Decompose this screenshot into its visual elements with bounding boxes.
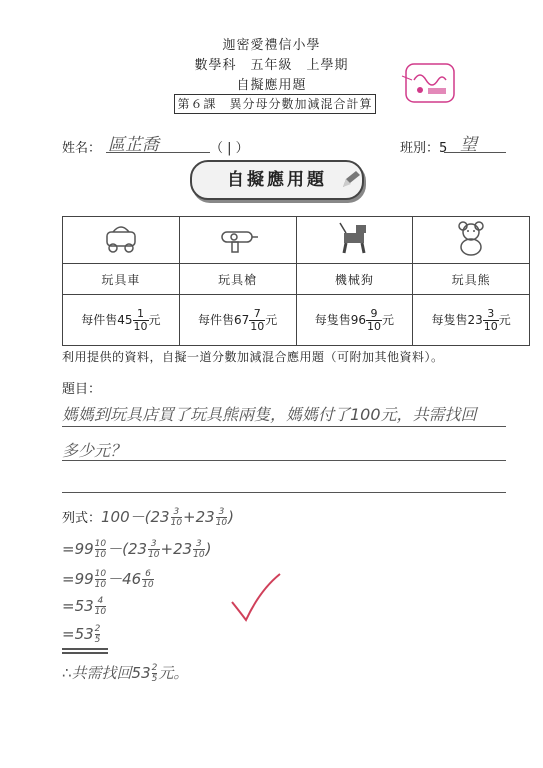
price-whole: 45	[117, 312, 133, 327]
question-line-2: 多少元？	[62, 441, 127, 460]
price-fraction: $\frac{1}{10}$	[133, 306, 148, 333]
price-fraction: $\frac{9}{10}$	[367, 306, 382, 333]
answer-line-2	[62, 460, 506, 461]
final-answer: ∴共需找回53 $\frac{2}{5}$ 元。	[62, 663, 189, 684]
toy-price-table	[62, 216, 530, 346]
price-prefix: 每件售	[197, 312, 234, 327]
student-name: 區芷喬	[108, 135, 159, 155]
price-row	[63, 295, 530, 346]
toy-name: 機械狗	[296, 264, 413, 295]
teacher-tick-icon	[228, 570, 284, 628]
robot-dog-cell	[296, 217, 413, 264]
section-banner	[190, 160, 364, 200]
working-label: 列式：	[62, 511, 102, 526]
price-unit: 元	[382, 312, 395, 327]
price-fraction: $\frac{3}{10}$	[483, 306, 498, 333]
price-unit: 元	[265, 312, 278, 327]
pencil-icon	[340, 168, 362, 194]
price-whole: 67	[233, 312, 250, 327]
icon-row	[63, 217, 530, 264]
banner-title: 自擬應用題	[227, 170, 327, 190]
price-fraction: $\frac{7}{10}$	[250, 306, 265, 333]
working-line-1: 列式：100－(23 $\frac{3}{10}$ +23 $\frac{3}{10}$ )	[62, 507, 235, 528]
question-label: 題目：	[62, 382, 102, 397]
worksheet-title: 自擬應用題	[236, 78, 307, 93]
class-underline	[444, 152, 506, 153]
toy-price	[179, 295, 296, 346]
toy-name: 玩具槍	[179, 264, 296, 295]
price-whole: 23	[467, 312, 483, 327]
result-underline-2	[62, 652, 108, 654]
price-prefix: 每件售	[81, 312, 118, 327]
teddy-bear-cell	[413, 217, 530, 264]
class-value: 望	[460, 135, 477, 155]
price-unit: 元	[498, 312, 511, 327]
price-unit: 元	[148, 312, 161, 327]
toy-price	[413, 295, 530, 346]
robot-dog-icon	[334, 219, 374, 257]
price-prefix: 每隻售	[314, 312, 351, 327]
price-whole: 96	[350, 312, 367, 327]
subject-line: 數學科 五年級 上學期	[194, 58, 349, 73]
class-label: 班別：5	[400, 141, 448, 156]
name-label: 姓名：	[62, 141, 102, 156]
teacher-stamp-icon	[400, 60, 460, 108]
working-line-4: =53 $\frac{4}{10}$	[62, 596, 107, 617]
toy-car-icon	[101, 220, 141, 256]
toy-gun-cell	[179, 217, 296, 264]
result-underline	[62, 648, 108, 650]
lesson-title: 第６課 異分母分數加減混合計算	[174, 94, 376, 114]
answer-line-1	[62, 426, 506, 427]
working-line-2: =99 $\frac{10}{10}$ －(23 $\frac{3}{10}$ +23 $\frac{3}{10}$ )	[62, 539, 212, 560]
instruction-text: 利用提供的資料，自擬一道分數加減混合應用題（可附加其他資料）。	[62, 350, 444, 364]
working-line-5: =53 $\frac{2}{5}$	[62, 624, 101, 645]
price-prefix: 每隻售	[431, 312, 468, 327]
name-underline	[106, 152, 210, 153]
name-row	[63, 264, 530, 295]
toy-price	[63, 295, 180, 346]
toy-price	[296, 295, 413, 346]
toy-gun-icon	[216, 220, 260, 256]
teddy-bear-icon	[451, 219, 491, 257]
answer-line-3	[62, 492, 506, 493]
toy-car-cell	[63, 217, 180, 264]
working-line-3: =99 $\frac{10}{10}$ －46 $\frac{6}{10}$	[62, 569, 154, 590]
school-name: 迦密愛禮信小學	[222, 38, 321, 53]
question-line-1: 媽媽到玩具店買了玩具熊兩隻，媽媽付了100元，共需找回	[62, 405, 477, 424]
student-number: （ | ）	[210, 141, 249, 156]
toy-name: 玩具熊	[413, 264, 530, 295]
toy-name: 玩具車	[63, 264, 180, 295]
